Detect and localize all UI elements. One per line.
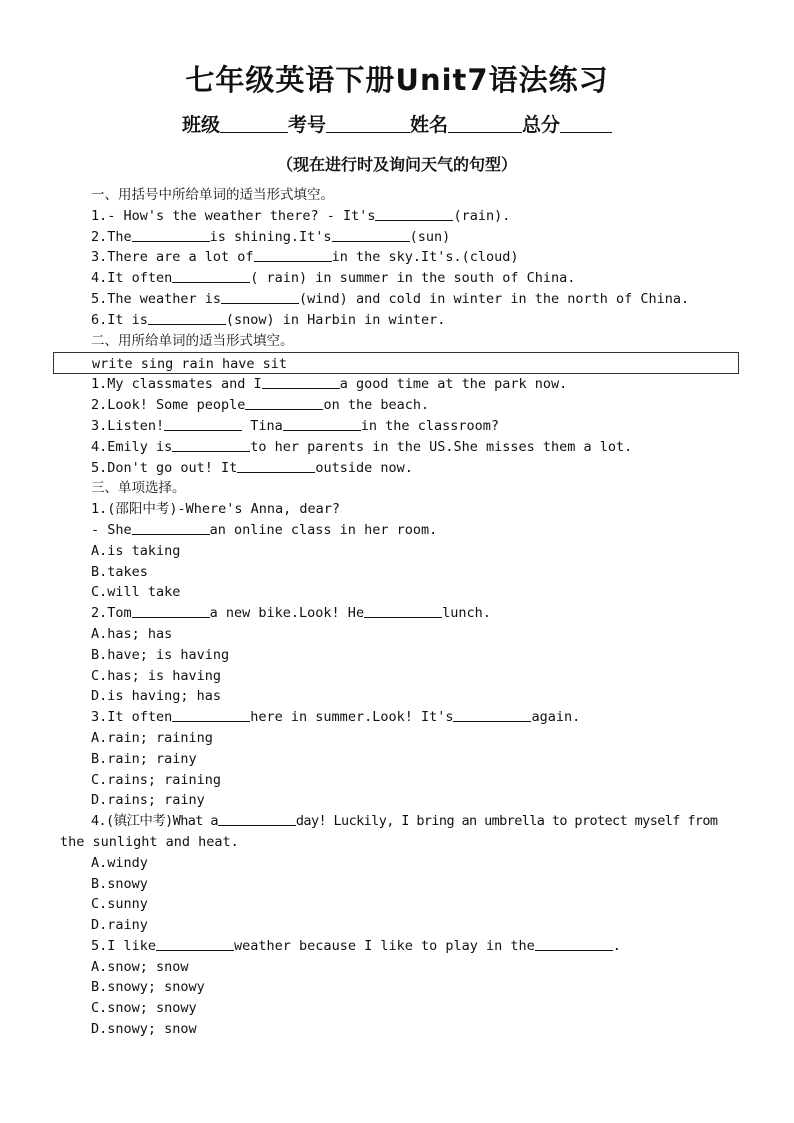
s1-question-3 <box>91 247 741 268</box>
answer-blank[interactable] <box>132 227 210 242</box>
s3-q4-text: 4.(镇江中考)What a <box>91 813 218 830</box>
s1-q2-hint: (sun) <box>409 228 451 245</box>
s3-q3-option-b[interactable]: B.rain; rainy <box>91 750 197 767</box>
class-blank[interactable] <box>220 114 288 133</box>
s3-q2-text-mid: a new bike.Look! He <box>209 605 365 622</box>
answer-blank[interactable] <box>375 206 453 221</box>
answer-blank[interactable] <box>283 416 361 431</box>
exercise-body <box>60 185 741 1040</box>
s3-q5-option-c[interactable]: C.snow; snowy <box>91 1000 197 1017</box>
answer-blank[interactable] <box>172 707 250 722</box>
s3-q4-stem <box>91 811 741 832</box>
s1-q2-text-mid: is shining.It's <box>209 228 332 245</box>
s3-q2-option-b[interactable]: B.have; is having <box>91 646 230 663</box>
section-3-heading: 三、单项选择。 <box>91 480 186 497</box>
s2-q5-text-end: outside now. <box>315 459 413 476</box>
total-score-label: 总分 <box>522 114 561 136</box>
word-bank-box: write sing rain have sit <box>53 352 739 374</box>
s2-question-4 <box>91 437 741 458</box>
exam-number-label: 考号 <box>287 114 326 136</box>
s2-q2-text: 2.Look! Some people <box>91 397 246 414</box>
s3-q5-text-mid: weather because I like to play in the <box>234 937 535 954</box>
s1-q3-hint: in the sky.It's.(cloud) <box>331 249 519 266</box>
section-2-heading: 二、用所给单词的适当形式填空。 <box>91 332 294 349</box>
s2-q3-text-end: in the classroom? <box>360 417 499 434</box>
s2-q4-text-end: to her parents in the US.She misses them a lot. <box>250 438 633 455</box>
s3-q5-option-a[interactable]: A.snow; snow <box>91 958 189 975</box>
s3-q4-option-b[interactable]: B.snowy <box>91 875 148 892</box>
answer-blank[interactable] <box>237 458 315 473</box>
s1-question-4 <box>91 268 741 289</box>
s2-q3-text-mid: Tina <box>242 417 283 434</box>
s3-q2-text: 2.Tom <box>91 605 132 622</box>
s1-question-1 <box>91 206 741 227</box>
s1-q3-text: 3.There are a lot of <box>91 249 254 266</box>
answer-blank[interactable] <box>221 289 299 304</box>
s3-q3-stem <box>91 707 741 728</box>
s3-q1-stem: 1.(邵阳中考)-Where's Anna, dear? <box>91 501 341 518</box>
s3-q4-option-c[interactable]: C.sunny <box>91 896 148 913</box>
page-subtitle: （现在进行时及询问天气的句型） <box>276 155 517 174</box>
page-title: 七年级英语下册Unit7语法练习 <box>185 63 609 97</box>
s3-q1-stem-line2 <box>91 520 741 541</box>
answer-blank[interactable] <box>535 936 613 951</box>
s3-q1-option-a[interactable]: A.is taking <box>91 542 181 559</box>
s1-q5-hint: (wind) and cold in winter in the north of China. <box>299 290 690 307</box>
s3-q5-text-end: . <box>612 937 621 954</box>
s2-question-3 <box>91 416 741 437</box>
s3-q3-text: 3.It often <box>91 709 173 726</box>
s3-q3-text-end: again. <box>531 709 581 726</box>
s3-q5-option-b[interactable]: B.snowy; snowy <box>91 979 205 996</box>
s1-q5-text: 5.The weather is <box>91 290 222 307</box>
s3-q4-option-d[interactable]: D.rainy <box>91 917 148 934</box>
s1-q2-text: 2.The <box>91 228 132 245</box>
s3-q2-stem <box>91 603 741 624</box>
s2-q3-text: 3.Listen! <box>91 417 165 434</box>
s1-q1-hint: (rain). <box>453 207 511 224</box>
s3-q1-text: - She <box>91 521 132 538</box>
s1-q6-text: 6.It is <box>91 311 148 328</box>
s3-q5-option-d[interactable]: D.snowy; snow <box>91 1021 197 1038</box>
answer-blank[interactable] <box>132 603 210 618</box>
name-label: 姓名 <box>410 114 449 136</box>
s2-q5-text: 5.Don't go out! It <box>91 459 238 476</box>
s2-q2-text-end: on the beach. <box>323 397 430 414</box>
student-info-line <box>0 110 794 137</box>
answer-blank[interactable] <box>156 936 234 951</box>
s3-q2-option-a[interactable]: A.has; has <box>91 625 173 642</box>
class-label: 班级 <box>181 114 220 136</box>
s1-q4-hint: ( rain) in summer in the south of China. <box>250 270 576 287</box>
s3-q1-text-end: an online class in her room. <box>209 521 438 538</box>
s3-q1-option-b[interactable]: B.takes <box>91 563 148 580</box>
s1-q6-hint: (snow) in Harbin in winter. <box>225 311 446 328</box>
s2-question-1 <box>91 374 741 395</box>
answer-blank[interactable] <box>132 520 210 535</box>
s1-q4-text: 4.It often <box>91 270 173 287</box>
s3-q1-option-c[interactable]: C.will take <box>91 584 181 601</box>
answer-blank[interactable] <box>164 416 242 431</box>
s2-question-5 <box>91 458 741 479</box>
s1-question-2 <box>91 227 741 248</box>
s3-q3-option-a[interactable]: A.rain; raining <box>91 729 213 746</box>
s1-question-6 <box>91 310 741 331</box>
s3-q3-text-mid: here in summer.Look! It's <box>250 709 454 726</box>
total-score-blank[interactable] <box>560 114 612 133</box>
s3-q4-option-a[interactable]: A.windy <box>91 854 148 871</box>
s3-q3-option-c[interactable]: C.rains; raining <box>91 771 222 788</box>
answer-blank[interactable] <box>218 811 296 826</box>
answer-blank[interactable] <box>148 310 226 325</box>
answer-blank[interactable] <box>245 395 323 410</box>
answer-blank[interactable] <box>364 603 442 618</box>
s3-q2-text-end: lunch. <box>442 605 491 622</box>
section-1-heading: 一、用括号中所给单词的适当形式填空。 <box>91 187 334 203</box>
s1-question-5 <box>91 289 741 310</box>
exam-number-blank[interactable] <box>326 114 410 133</box>
s3-q4-stem-line2: the sunlight and heat. <box>60 833 239 850</box>
s3-q2-option-d[interactable]: D.is having; has <box>91 688 222 705</box>
answer-blank[interactable] <box>172 268 250 283</box>
s3-q5-text: 5.I like <box>91 937 157 954</box>
answer-blank[interactable] <box>332 227 410 242</box>
s2-question-2 <box>91 395 741 416</box>
s2-q4-text: 4.Emily is <box>91 438 173 455</box>
s3-q3-option-d[interactable]: D.rains; rainy <box>91 792 205 809</box>
answer-blank[interactable] <box>453 707 531 722</box>
name-blank[interactable] <box>448 114 522 133</box>
s2-q1-text-end: a good time at the park now. <box>339 376 568 393</box>
answer-blank[interactable] <box>262 374 340 389</box>
answer-blank[interactable] <box>254 247 332 262</box>
s1-q1-text: 1.- How's the weather there? - It's <box>91 207 376 224</box>
s3-q5-stem <box>91 936 741 957</box>
s2-q1-text: 1.My classmates and I <box>91 376 262 393</box>
answer-blank[interactable] <box>172 437 250 452</box>
s3-q2-option-c[interactable]: C.has; is having <box>91 667 222 684</box>
s3-q4-text-end: day! Luckily, I bring an umbrella to protect myself from <box>295 813 718 830</box>
